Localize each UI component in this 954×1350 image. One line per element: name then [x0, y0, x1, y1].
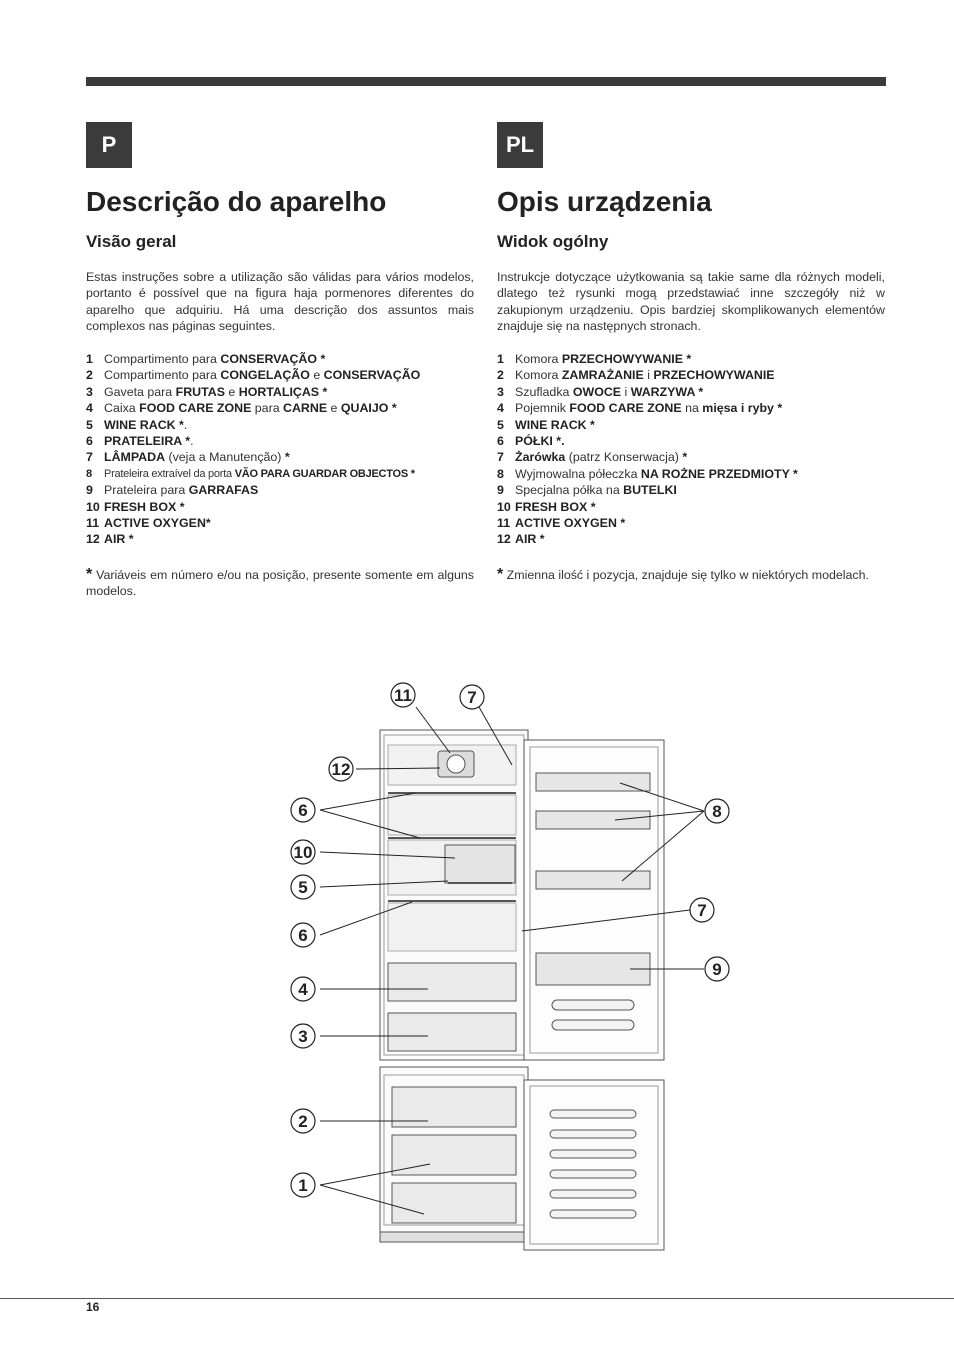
callout-label: 7 — [467, 688, 477, 707]
list-item — [497, 466, 885, 482]
list-item — [86, 384, 474, 400]
fresh-box — [445, 845, 515, 883]
item-number: 5 — [86, 417, 93, 432]
item-number: 12 — [497, 532, 511, 547]
callout-label: 5 — [298, 878, 308, 897]
freezer-door-slot — [550, 1110, 636, 1118]
page-number: 16 — [86, 1300, 100, 1314]
list-item — [497, 367, 885, 383]
item-number: 10 — [497, 499, 511, 514]
list-item — [86, 482, 474, 498]
list-item — [497, 400, 885, 416]
item-text: mięsa i ryby * — [702, 401, 783, 416]
list-item — [86, 515, 474, 531]
item-text: Pojemnik — [515, 401, 570, 416]
fridge-drawing — [280, 675, 750, 1260]
fridge-diagram — [280, 675, 750, 1265]
item-text: para — [251, 401, 284, 416]
item-text: PRATELEIRA * — [104, 434, 191, 449]
door-shelf — [536, 811, 650, 829]
base-grille — [380, 1232, 528, 1242]
column-polish — [497, 122, 885, 583]
item-text: na — [681, 401, 703, 416]
item-number: 1 — [497, 352, 504, 366]
item-text: Gaveta para — [104, 384, 176, 399]
list-item — [86, 531, 474, 547]
item-text: FRESH BOX * — [104, 499, 185, 514]
item-number: 1 — [86, 352, 93, 366]
item-text: Komora — [515, 368, 562, 383]
list-item — [497, 433, 885, 449]
shelf-area-1 — [388, 795, 516, 835]
section-title-pl: Opis urządzenia — [497, 186, 712, 217]
item-text: LÂMPADA — [104, 450, 166, 465]
item-number: 8 — [86, 467, 92, 480]
shelf-area-3 — [388, 903, 516, 951]
intro-paragraph-p: Estas instruções sobre a utilização são válidas para vários modelos, portanto é possível que na figura haja pormenores diferentes do aparelho que adquiriu. Há uma descrição dos assuntos mais complexos nas páginas seguintes. — [86, 270, 474, 333]
item-text: AIR * — [104, 532, 134, 547]
callout-label: 8 — [712, 802, 722, 821]
column-portuguese — [86, 122, 474, 599]
footnote-star: * — [497, 566, 504, 583]
list-item — [497, 449, 885, 465]
item-text: WINE RACK * — [104, 417, 184, 432]
item-text: FOOD CARE ZONE — [139, 401, 252, 416]
item-number: 2 — [497, 368, 504, 383]
callout-label: 9 — [712, 960, 722, 979]
item-text: CARNE — [283, 401, 328, 416]
section-subtitle-p: Visão geral — [86, 232, 177, 251]
item-text: GARRAFAS — [188, 483, 259, 498]
crisper-drawer — [388, 1013, 516, 1051]
item-text: * — [284, 450, 290, 465]
item-number: 4 — [497, 401, 504, 416]
item-text: BUTELKI — [623, 483, 677, 498]
list-item — [497, 417, 885, 433]
item-text: i — [621, 384, 631, 399]
item-number: 9 — [497, 483, 504, 498]
freezer-door-slot — [550, 1170, 636, 1178]
item-text: PÓŁKI *. — [515, 434, 565, 449]
top-rule — [86, 77, 886, 86]
item-text: VÃO PARA GUARDAR OBJECTOS * — [234, 467, 415, 480]
active-oxygen-dial — [447, 755, 465, 773]
list-item — [86, 449, 474, 465]
callout-label: 6 — [298, 926, 308, 945]
item-text: e — [327, 401, 341, 416]
item-text: WINE RACK * — [515, 417, 595, 432]
item-text: Szufladka — [515, 384, 573, 399]
freezer-door-slot — [550, 1130, 636, 1138]
item-text: Specjalna półka na — [515, 483, 624, 498]
list-item — [497, 482, 885, 498]
freezer-drawer — [392, 1135, 516, 1175]
item-text: Prateleira para — [104, 483, 189, 498]
item-text: e — [309, 368, 324, 383]
callout-label: 1 — [298, 1176, 308, 1195]
door-shelf — [536, 773, 650, 791]
item-text: . — [190, 434, 194, 449]
section-subtitle-pl: Widok ogólny — [497, 232, 609, 251]
item-text: NA ROŻNE PRZEDMIOTY * — [640, 466, 798, 481]
item-text: i — [643, 368, 654, 383]
item-text: * — [682, 450, 688, 465]
list-item — [497, 531, 885, 547]
parts-list-pl — [497, 351, 885, 548]
intro-paragraph-pl: Instrukcje dotyczące użytkowania są takie same dla różnych modeli, dlatego też rysunki mogą przedstawiać inne szczegóły niż w zakupionym urządzeniu. Opis bardziej skomplikowanych elementów znajduje się na następnych stronach. — [497, 270, 885, 333]
freezer-drawer — [392, 1183, 516, 1223]
item-text: PRZECHOWYWANIE — [653, 368, 775, 383]
callout-label: 7 — [697, 901, 707, 920]
item-text: OWOCE — [572, 384, 622, 399]
item-text: Żarówka — [515, 450, 566, 465]
footnote-p — [86, 567, 474, 600]
item-text: CONSERVAÇÃO * — [220, 352, 326, 366]
list-item — [86, 400, 474, 416]
item-number: 12 — [86, 532, 100, 547]
language-badge-p: P — [86, 122, 132, 168]
list-item — [86, 466, 474, 482]
freezer-door-slot — [550, 1150, 636, 1158]
list-item — [86, 351, 474, 367]
item-text: FRESH BOX * — [515, 499, 596, 514]
list-item — [497, 515, 885, 531]
freezer-door-slot — [550, 1190, 636, 1198]
item-number: 7 — [86, 450, 93, 465]
item-number: 11 — [497, 516, 511, 531]
item-text: Komora — [515, 352, 562, 366]
callout-label: 3 — [298, 1027, 308, 1046]
list-item — [497, 351, 885, 367]
item-number: 11 — [86, 516, 100, 531]
freezer-door-slot — [550, 1210, 636, 1218]
item-number: 3 — [86, 384, 93, 399]
item-number: 3 — [497, 384, 504, 399]
item-text: HORTALIÇAS * — [238, 384, 328, 399]
item-number: 5 — [497, 417, 504, 432]
door-slot — [552, 1020, 634, 1030]
item-number: 10 — [86, 499, 100, 514]
item-number: 9 — [86, 483, 93, 498]
list-item — [86, 417, 474, 433]
item-text: . — [183, 417, 188, 432]
item-text: Compartimento para — [104, 368, 221, 383]
item-text: (veja a Manutenção) — [165, 450, 285, 465]
item-text: ZAMRAŻANIE — [561, 368, 644, 383]
freezer-door — [524, 1080, 664, 1250]
footnote-text: Zmienna ilość i pozycja, znajduje się tylko w niektórych modelach. — [503, 568, 869, 582]
list-item — [86, 367, 474, 383]
item-text: (patrz Konserwacja) — [565, 450, 683, 465]
item-number: 6 — [86, 434, 93, 449]
item-text: CONGELAÇÃO — [220, 368, 310, 383]
item-text: AIR * — [515, 532, 545, 547]
item-text: QUAIJO * — [340, 401, 397, 416]
bottom-rule — [0, 1298, 954, 1299]
callout-label: 4 — [298, 980, 308, 999]
language-badge-pl: PL — [497, 122, 543, 168]
item-text: ACTIVE OXYGEN * — [515, 516, 626, 531]
callout-label: 6 — [298, 801, 308, 820]
item-text: FOOD CARE ZONE — [569, 401, 682, 416]
callout-label: 11 — [394, 686, 412, 705]
callout-label: 2 — [298, 1112, 308, 1131]
item-number: 4 — [86, 401, 93, 416]
crisper-drawer — [388, 963, 516, 1001]
item-text: Compartimento para — [104, 352, 221, 366]
item-text: Wyjmowalna półeczka — [515, 466, 641, 481]
list-item — [497, 499, 885, 515]
item-text: e — [224, 384, 239, 399]
item-number: 7 — [497, 450, 504, 465]
item-text: ACTIVE OXYGEN* — [104, 516, 211, 531]
footnote-star: * — [86, 566, 93, 583]
item-text: Caixa — [104, 401, 140, 416]
list-item — [497, 384, 885, 400]
item-number: 2 — [86, 368, 93, 383]
list-item — [86, 499, 474, 515]
list-item — [86, 433, 474, 449]
item-number: 6 — [497, 434, 504, 449]
callout-label: 10 — [293, 843, 313, 862]
parts-list-p — [86, 351, 474, 548]
footnote-text: Variáveis em número e/ou na posição, presente somente em alguns modelos. — [86, 568, 474, 599]
item-number: 8 — [497, 466, 504, 481]
door-slot — [552, 1000, 634, 1010]
section-title-p: Descrição do aparelho — [86, 186, 387, 217]
door-shelf — [536, 871, 650, 889]
item-text: CONSERVAÇÃO — [323, 368, 421, 383]
item-text: FRUTAS — [175, 384, 225, 399]
callout-label: 12 — [331, 760, 351, 779]
footnote-pl — [497, 567, 885, 583]
item-text: Prateleira extraível da porta — [104, 467, 235, 480]
item-text: PRZECHOWYWANIE * — [561, 352, 692, 366]
item-text: WARZYWA * — [630, 384, 704, 399]
